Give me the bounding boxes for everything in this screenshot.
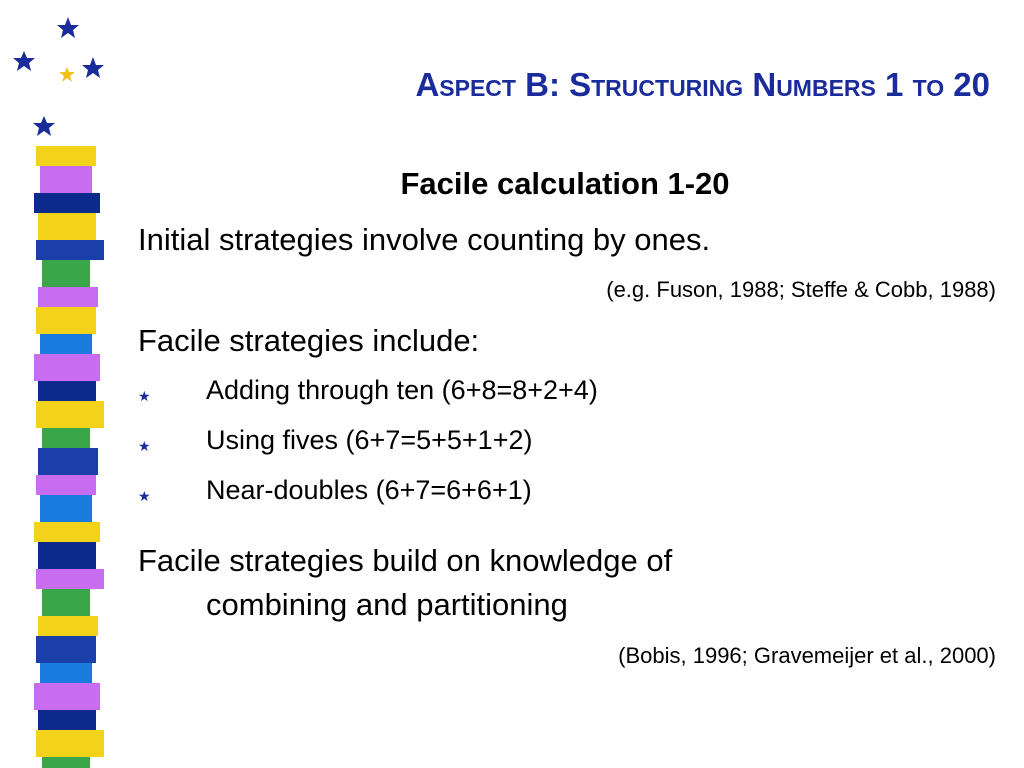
stripe-segment bbox=[40, 495, 92, 522]
title-word: to bbox=[912, 66, 945, 103]
slide-subtitle: Facile calculation 1-20 bbox=[400, 166, 730, 201]
stripe-segment bbox=[36, 475, 96, 495]
citation-2: (Bobis, 1996; Gravemeijer et al., 2000) bbox=[618, 643, 996, 668]
citation-1: (e.g. Fuson, 1988; Steffe & Cobb, 1988) bbox=[606, 277, 996, 302]
body-line-initial: Initial strategies involve counting by ones. bbox=[138, 222, 711, 257]
body-line-build: Facile strategies build on knowledge of bbox=[138, 543, 673, 578]
stripe-segment bbox=[40, 334, 92, 354]
stripe-segment bbox=[38, 616, 98, 636]
bullet-star-icon: ★ bbox=[138, 488, 151, 504]
title-word: B: bbox=[525, 66, 560, 103]
stripe-segment bbox=[36, 636, 96, 663]
bullet-star-icon: ★ bbox=[138, 388, 151, 404]
body-line-include: Facile strategies include: bbox=[138, 323, 480, 358]
stripe-segment bbox=[38, 710, 96, 730]
stripe-segment bbox=[42, 757, 90, 768]
stripe-segment bbox=[36, 730, 104, 757]
bullet-text: Using fives (6+7=5+5+1+2) bbox=[206, 425, 533, 455]
bullet-text: Adding through ten (6+8=8+2+4) bbox=[206, 375, 598, 405]
stripe-segment bbox=[42, 589, 90, 616]
stripe-segment bbox=[36, 569, 104, 589]
bullet-text: Near-doubles (6+7=6+6+1) bbox=[206, 475, 532, 505]
stripe-segment bbox=[38, 213, 96, 240]
stripe-segment bbox=[38, 287, 98, 307]
title-word: 1 bbox=[885, 66, 904, 103]
slide-title bbox=[415, 66, 990, 104]
title-word: Numbers bbox=[752, 66, 876, 103]
stripe-segment bbox=[34, 522, 100, 542]
stripe-segment bbox=[36, 146, 96, 166]
title-word: Aspect bbox=[415, 66, 516, 103]
stripe-segment bbox=[36, 240, 104, 260]
bullet-star-icon: ★ bbox=[138, 438, 151, 454]
stripe-segment bbox=[38, 542, 96, 569]
stripe-segment bbox=[34, 683, 100, 710]
title-word: Structuring bbox=[569, 66, 744, 103]
stripe-segment bbox=[40, 663, 92, 683]
stripe-segment bbox=[34, 354, 100, 381]
stripe-segment bbox=[42, 428, 90, 448]
stripe-segment bbox=[38, 448, 98, 475]
stripe-segment bbox=[36, 307, 96, 334]
stripe-segment bbox=[42, 260, 90, 287]
stripe-segment bbox=[36, 401, 104, 428]
title-word: 20 bbox=[953, 66, 990, 103]
body-line-build-cont: combining and partitioning bbox=[206, 587, 568, 622]
stripe-segment bbox=[38, 381, 96, 401]
stripe-decoration bbox=[0, 0, 130, 768]
